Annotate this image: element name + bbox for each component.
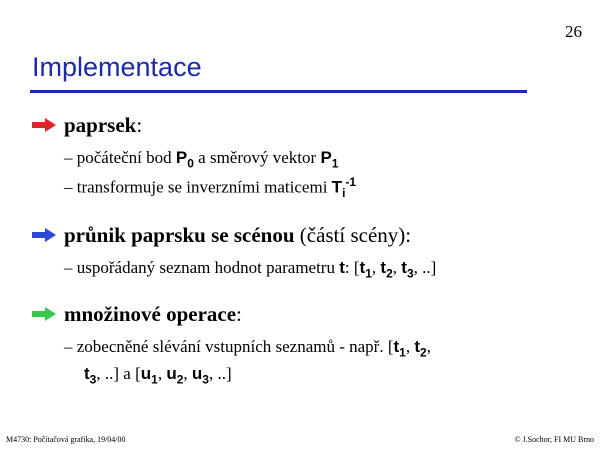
sub-text: ,: [405, 337, 415, 356]
sub-line: [64, 148, 338, 170]
footer-course: M4730: Počítačová grafika, 19/04/00: [6, 435, 126, 444]
sub-line: [64, 175, 356, 200]
symbol: t: [401, 258, 407, 277]
bullet-tail: :: [136, 113, 143, 137]
subscript: 2: [420, 345, 427, 360]
subscript: 2: [386, 266, 393, 281]
symbol: t: [393, 337, 400, 356]
footer-copyright: © J.Sochor, FI MU Brno: [514, 435, 594, 444]
sub-text: ,: [183, 364, 192, 383]
subscript: 1: [151, 372, 158, 387]
sub-text: , ..]: [208, 364, 232, 383]
sub-text: a směrový vektor: [193, 148, 321, 167]
sub-text: – uspořádaný seznam hodnot parametru: [64, 258, 340, 277]
bullet-tail: (částí scény):: [294, 223, 412, 247]
symbol: P: [175, 148, 188, 167]
sub-text: ,: [426, 337, 431, 356]
bullet-paprsek: [32, 113, 142, 140]
bullet-tail: :: [236, 302, 242, 326]
subscript: 0: [187, 156, 194, 171]
bullet-term: množinové operace: [64, 302, 237, 326]
sub-text: ,: [371, 258, 381, 277]
sub-line: [64, 337, 431, 359]
sub-text: – zobecněné slévání vstupních seznamů - např. [: [64, 337, 394, 356]
subscript: 3: [89, 372, 97, 387]
bullet-mnozinove: [32, 302, 242, 329]
symbol: u: [166, 364, 177, 383]
symbol: t: [339, 258, 345, 277]
blue-arrow-icon: [32, 223, 56, 248]
subscript: i: [342, 186, 346, 201]
symbol: T: [331, 177, 343, 197]
sub-text: – počáteční bod: [64, 148, 176, 167]
sub-line: [64, 258, 436, 280]
subscript: 2: [176, 372, 184, 387]
symbol: t: [84, 364, 90, 383]
bullet-term: paprsek: [64, 113, 137, 137]
sub-line: [84, 364, 232, 386]
subscript: 1: [331, 156, 339, 171]
page-number: 26: [565, 22, 582, 41]
title-underline: [30, 90, 527, 93]
subscript: 3: [202, 372, 209, 387]
superscript: -1: [345, 175, 357, 189]
subscript: 3: [406, 266, 414, 281]
symbol: t: [414, 337, 421, 356]
symbol: t: [359, 258, 366, 277]
bullet-term: průnik paprsku se scénou: [64, 223, 295, 247]
symbol: t: [380, 258, 387, 277]
red-arrow-icon: [32, 113, 56, 138]
slide-title: Implementace: [32, 52, 202, 82]
sub-text: , ..]: [413, 258, 437, 277]
sub-text: : [: [344, 258, 360, 277]
symbol: P: [320, 148, 332, 167]
subscript: 1: [399, 345, 406, 360]
subscript: 1: [365, 266, 372, 281]
sub-text: ,: [157, 364, 167, 383]
symbol: u: [140, 364, 152, 383]
bullet-prunik: [32, 223, 411, 250]
symbol: u: [191, 364, 203, 383]
sub-text: – transformuje se inverzními maticemi: [64, 177, 332, 197]
sub-text: , ..] a [: [96, 364, 141, 383]
green-arrow-icon: [32, 302, 56, 327]
sub-text: ,: [392, 258, 402, 277]
